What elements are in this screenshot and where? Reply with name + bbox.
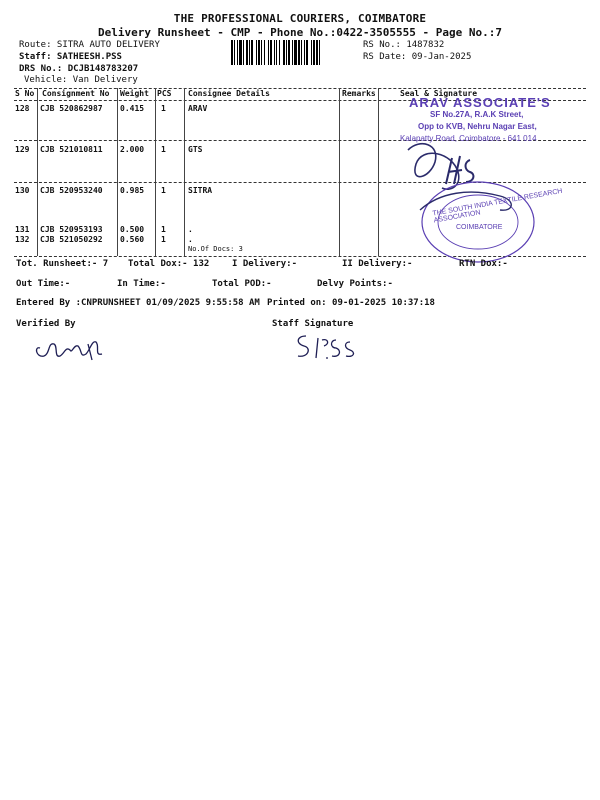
col-header-consignment: Consignment No bbox=[42, 89, 110, 98]
col-header-sno: S No bbox=[15, 89, 35, 98]
staff-text: Staff: SATHEESH.PSS bbox=[19, 52, 122, 62]
row-sno: 129 bbox=[15, 145, 30, 154]
rtn-dox: RTN Dox:- bbox=[459, 259, 508, 269]
delvy-points: Delvy Points:- bbox=[317, 279, 393, 289]
row-weight: 0.985 bbox=[120, 186, 145, 195]
total-dox: Total Dox:- 132 bbox=[128, 259, 210, 269]
rs-date: RS Date: 09-Jan-2025 bbox=[363, 52, 472, 62]
col-header-pcs: PCS bbox=[157, 89, 172, 98]
row-consignment: CJB 521050292 bbox=[40, 235, 103, 244]
row-pcs: 1 bbox=[161, 235, 166, 244]
row-sno: 128 bbox=[15, 104, 30, 113]
col-header-remarks: Remarks bbox=[342, 89, 376, 98]
row-consignee: . bbox=[188, 235, 193, 244]
verified-signature-image bbox=[30, 332, 110, 364]
arav-stamp-address2: Opp to KVB, Nehru Nagar East, bbox=[418, 122, 537, 131]
company-title: THE PROFESSIONAL COURIERS, COIMBATORE bbox=[173, 12, 427, 25]
drs-number: DRS No.: DCJB148783207 bbox=[19, 64, 139, 74]
entered-by: Entered By :CNPRUNSHEET 01/09/2025 9:55:58 AM bbox=[16, 298, 260, 308]
row-consignment: CJB 520953240 bbox=[40, 186, 103, 195]
arav-stamp-address1: SF No.27A, R.A.K Street, bbox=[430, 110, 524, 119]
row-sno: 131 bbox=[15, 225, 30, 234]
i-delivery: I Delivery:- bbox=[232, 259, 298, 269]
row-pcs: 1 bbox=[161, 225, 166, 234]
barcode-image bbox=[231, 40, 357, 65]
col-header-consignee: Consignee Details bbox=[188, 89, 270, 98]
staff-signature-label: Staff Signature bbox=[272, 319, 354, 329]
rs-number: RS No.: 1487832 bbox=[363, 40, 445, 50]
in-time: In Time:- bbox=[117, 279, 166, 289]
total-pod: Total POD:- bbox=[212, 279, 272, 289]
row-pcs: 1 bbox=[161, 104, 166, 113]
row-weight: 0.500 bbox=[120, 225, 145, 234]
row-weight: 0.560 bbox=[120, 235, 145, 244]
row-weight: 0.415 bbox=[120, 104, 145, 113]
printed-on: Printed on: 09-01-2025 10:37:18 bbox=[267, 298, 435, 308]
out-time: Out Time:- bbox=[16, 279, 71, 289]
row-consignee: ARAV bbox=[188, 104, 208, 113]
arav-stamp-title: ARAV ASSOCIATE'S bbox=[409, 95, 551, 110]
row-weight: 2.000 bbox=[120, 145, 145, 154]
no-of-docs: No.Of Docs: 3 bbox=[188, 245, 243, 253]
sitra-stamp-center: COIMBATORE bbox=[456, 224, 503, 231]
row-consignment: CJB 521010811 bbox=[40, 145, 103, 154]
row-consignee: . bbox=[188, 225, 193, 234]
staff-signature-image bbox=[292, 328, 372, 362]
sitra-stamp-ring-text: THE SOUTH INDIA TEXTILE RESEARCH ASSOCIATION bbox=[432, 187, 564, 225]
tot-runsheet: Tot. Runsheet:- 7 bbox=[16, 259, 109, 269]
col-header-seal: Seal & Signature bbox=[400, 89, 478, 98]
signature-scribble bbox=[408, 144, 459, 189]
row-pcs: 1 bbox=[161, 186, 166, 195]
ii-delivery: II Delivery:- bbox=[342, 259, 413, 269]
row-pcs: 1 bbox=[161, 145, 166, 154]
vehicle-text: Vehicle: Van Delivery bbox=[24, 75, 138, 85]
row-consignment: CJB 520862987 bbox=[40, 104, 103, 113]
runsheet-title: Delivery Runsheet - CMP - Phone No.:0422-3505555 - Page No.:7 bbox=[98, 26, 502, 39]
row-sno: 130 bbox=[15, 186, 30, 195]
arav-stamp-address3: Kalapatty Road, Coimbatore - 641 014 bbox=[400, 134, 537, 143]
row-sno: 132 bbox=[15, 235, 30, 244]
row-consignee: SITRA bbox=[188, 186, 213, 195]
col-header-weight: Weight bbox=[120, 89, 149, 98]
verified-by-label: Verified By bbox=[16, 319, 76, 329]
route-text: Route: SITRA AUTO DELIVERY bbox=[19, 40, 160, 50]
row-consignment: CJB 520953193 bbox=[40, 225, 103, 234]
row-consignee: GTS bbox=[188, 145, 203, 154]
